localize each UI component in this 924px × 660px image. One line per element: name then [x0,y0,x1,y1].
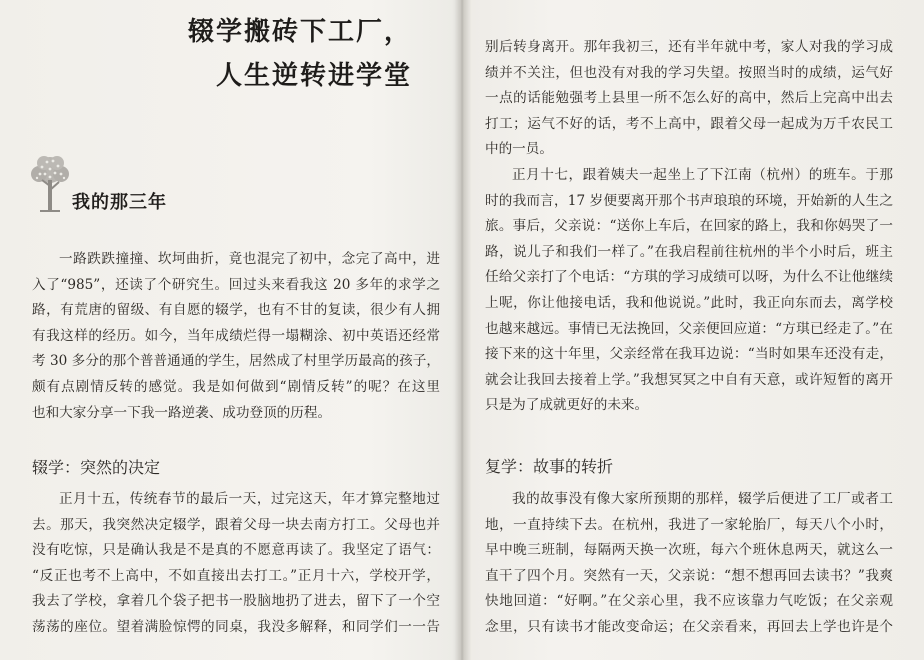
text-line: 去。那天，我突然决定辍学，跟着父母一块去南方打工。父母也并 [32,516,440,533]
text-line: 任给父亲打了个电话：“方琪的学习成绩可以呀，为什么不让他继续 [485,269,893,286]
text-line: 没有吃惊，只是确认我是不是真的不愿意再读了。我坚定了语气： [32,542,440,559]
text-line: 入了“985”，还读了个研究生。回过头来看我这 20 多年的求学之 [32,276,440,293]
intro-paragraph [32,247,440,426]
text-line: 就会让我回去接着上学。”我想冥冥之中自有天意，或许短暂的离开 [485,371,893,388]
text-line: 别后转身离开。那年我初三，还有半年就中考，家人对我的学习成 [485,39,893,55]
text-line: 中的一员。 [485,141,553,158]
text-line: 有我这样的经历。如今，当年成绩烂得一塌糊涂、初中英语还经常 [32,327,440,344]
text-line: 快地回道：“好啊。”在父亲心里，我不应该靠力气吃饭；在父亲观 [485,593,893,610]
text-line: 路，说儿子和我们一样了。”在我启程前往杭州的半个小时后，班主 [485,243,893,260]
paragraph-1 [485,35,893,163]
text-line: 正月十七，跟着姨夫一起坐上了下江南（杭州）的班车。于那 [512,167,893,183]
paragraph-3 [485,487,893,641]
text-line: 绩并不关注，但也没有对我的学习失望。按照当时的成绩，运气好 [485,64,893,81]
text-line: 路，有荒唐的留级、有自愿的辍学，也有不甘的复读，很少有人拥 [32,302,440,319]
chapter-title-line-1: 辍学搬砖下工厂， [187,17,412,47]
section-heading: 我的那三年 [72,192,167,213]
right-page [462,0,924,660]
text-line: 颇有点剧情反转的感觉。我是如何做到“剧情反转”的呢？在这里 [32,378,440,395]
text-line: 旅。事后，父亲说：“送你上车后，在回家的路上，我和你妈哭了一 [485,218,893,235]
text-line: 接下来的这十年里，父亲经常在我耳边说：“当时如果车还没有走， [485,346,893,363]
text-line: 念里，只有读书才能改变命运；在父亲看来，再回去上学也许是个 [485,618,893,635]
text-line: 荡荡的座位。望着满脸惊愕的同桌，我没多解释，和同学们一一告 [32,618,440,635]
text-line: 考 30 多分的那个普普通通的学生，居然成了村里学历最高的孩子， [32,353,440,370]
paragraph-2 [485,163,893,419]
text-line: 直干了四个月。突然有一天，父亲说：“想不想再回去读书？”我爽 [485,567,893,584]
text-line: 正月十五，传统春节的最后一天，过完这天，年才算完整地过 [59,491,440,507]
text-line: 只是为了成就更好的未来。 [485,397,649,414]
text-line: 也和大家分享一下我一路逆袭、成功登顶的历程。 [32,404,332,421]
tree-icon [28,152,72,214]
text-line: 一路跌跌撞撞、坎坷曲折，竟也混完了初中，念完了高中，进 [59,251,440,267]
chapter-title [188,10,412,98]
text-line: 早中晚三班制，每隔两天换一次班，每六个班休息两天，就这么一 [485,542,893,559]
text-line: 打工；运气不好的话，考不上高中，跟着父母一起成为万千农民工 [485,115,893,132]
body-paragraph [32,487,440,641]
text-line: 地，一直持续下去。在杭州，我进了一家轮胎厂，每天八个小时， [485,516,893,533]
text-line: 也越来越远。事情已无法挽回，父亲便回应道：“方琪已经走了。”在 [485,320,893,337]
text-line: “反正也考不上高中，不如直接出去打工。”正月十六，学校开学， [32,567,440,584]
text-line: 我去了学校，拿着几个袋子把书一股脑地扔了进去，留下了一个空 [32,593,440,610]
sub-heading-dropout: 辍学：突然的决定 [32,458,161,477]
text-line: 上呢，你让他接电话，我和他说说。”此时，我正向东而去，离学校 [485,294,893,311]
sub-heading-return: 复学：故事的转折 [485,457,614,476]
text-line: 时的我而言，17 岁便要离开那个书声琅琅的环境，开始新的人生之 [485,192,893,209]
text-line: 我的故事没有像大家所预期的那样，辍学后便进了工厂或者工 [512,491,893,507]
text-line: 一点的话能勉强考上县里一所不怎么好的高中，然后上完高中出去 [485,90,893,107]
chapter-title-line-2: 人生逆转进学堂 [215,61,412,91]
